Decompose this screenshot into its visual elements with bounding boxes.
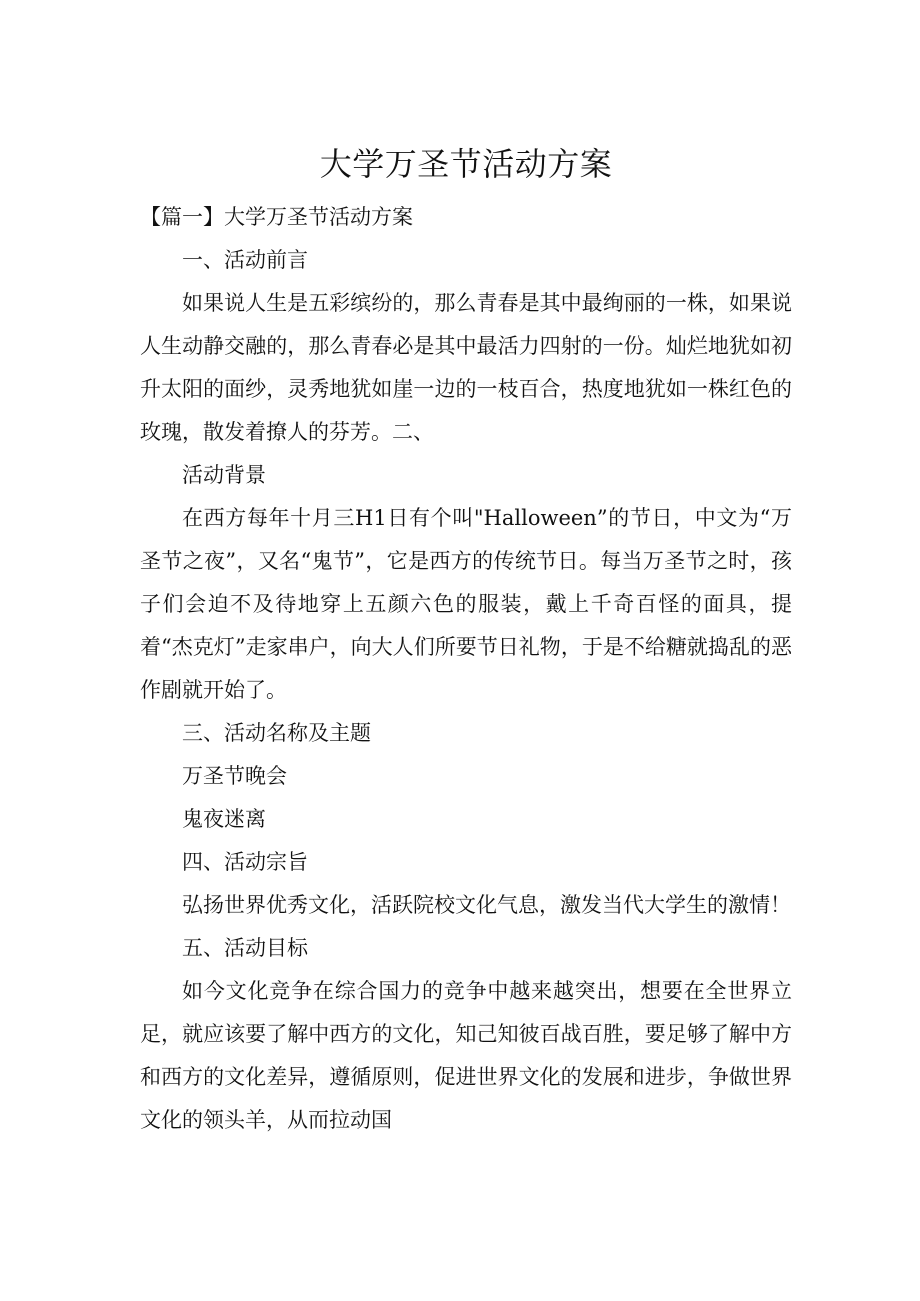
document-title: 大学万圣节活动方案	[319, 145, 613, 183]
paragraph-background: 在西方每年十月三H1日有个叫"Halloween”的节日，中文为“万圣节之夜”，又名“鬼节”，它是西方的传统节日。每当万圣节之时，孩子们会迫不及待地穿上五颜六色的服装，戴上千奇百怪的面具，提着“杰克灯”走家串户，向大人们所要节日礼物，于是不给糖就捣乱的恶作剧就开始了。	[140, 506, 792, 702]
section-heading-preface: 一、活动前言	[182, 248, 308, 272]
paragraph-goal: 如今文化竞争在综合国力的竞争中越来越突出，想要在全世界立足，就应该要了解中西方的文化，知己知彼百战百胜，要足够了解中方和西方的文化差异，遵循原则，促进世界文化的发展和进步，争做世界文化的领头羊，从而拉动国	[140, 979, 792, 1132]
paragraph-purpose: 弘扬世界优秀文化，活跃院校文化气息，激发当代大学生的激情！	[182, 893, 791, 917]
activity-theme: 鬼夜迷离	[182, 807, 266, 831]
section-heading-goal: 五、活动目标	[182, 936, 308, 960]
section-heading-name-theme: 三、活动名称及主题	[182, 721, 371, 745]
activity-name: 万圣节晚会	[182, 764, 287, 788]
section-heading-background: 活动背景	[182, 463, 266, 487]
document-body	[140, 138, 792, 1142]
section-heading-purpose: 四、活动宗旨	[182, 850, 308, 874]
part-heading: 【篇一】大学万圣节活动方案	[140, 205, 413, 229]
paragraph-preface: 如果说人生是五彩缤纷的，那么青春是其中最绚丽的一株，如果说人生动静交融的，那么青春必是其中最活力四射的一份。灿烂地犹如初升太阳的面纱，灵秀地犹如崖一边的一枝百合，热度地犹如一株红色的玫瑰，散发着撩人的芬芳。二、	[140, 291, 792, 444]
